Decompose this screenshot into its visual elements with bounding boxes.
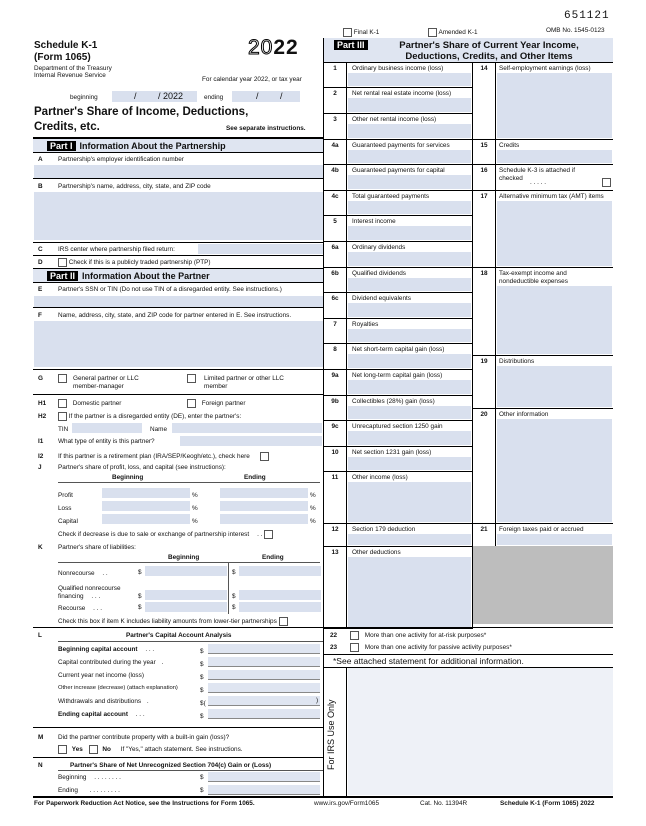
box-7-number: 7 [333, 321, 337, 328]
box-18-number: 18 [480, 270, 488, 277]
box-6a-label: Ordinary dividends [352, 244, 406, 251]
de-tin-field[interactable] [72, 423, 142, 433]
box-8-field[interactable] [348, 354, 471, 368]
ptp-label: Check if this is a publicly traded partnership (PTP) [68, 259, 211, 267]
box-8-number: 8 [333, 346, 337, 353]
box-7-label: Royalties [352, 321, 379, 328]
box-4a-label: Guaranteed payments for services [352, 142, 450, 149]
box-11-number: 11 [331, 474, 339, 481]
box-5-label: Interest income [352, 218, 396, 225]
schedule-k3-checkbox[interactable] [602, 178, 611, 187]
box-4a-field[interactable] [348, 150, 471, 163]
ending-date-field[interactable] [232, 91, 300, 102]
box-9b-label: Collectibles (28%) gain (loss) [352, 398, 435, 405]
partner-ssn-field[interactable] [34, 296, 323, 307]
capital-contributed-label: Capital contributed during the year [58, 659, 156, 666]
share-profit-loss-label: Partner's share of profit, loss, and capital (see instructions): [58, 464, 226, 471]
at-risk-checkbox[interactable] [350, 631, 359, 640]
retirement-plan-label: If this partner is a retirement plan (IRA/SEP/Keogh/etc.), check here [58, 453, 250, 461]
box-4c-number: 4c [331, 193, 339, 200]
at-risk-label: More than one activity for at-risk purposes* [364, 632, 487, 640]
irs-use-only: For IRS Use Only [326, 699, 336, 770]
box-9c-label: Unrecaptured section 1250 gain [352, 423, 443, 430]
box-6c-label: Dividend equivalents [352, 295, 411, 302]
capital-ending-field[interactable] [220, 514, 308, 524]
part1-header: Part I Information About the Partnership [33, 139, 323, 152]
irs-center-label: IRS center where partnership filed return: [58, 246, 175, 253]
part2-header: Part II Information About the Partner [33, 269, 323, 282]
loss-ending-field[interactable] [220, 501, 308, 511]
box-4c-field[interactable] [348, 201, 471, 214]
amended-k1-checkbox[interactable] [428, 28, 437, 37]
box-1-field[interactable] [348, 73, 471, 86]
foreign-partner-checkbox[interactable] [187, 399, 196, 408]
partner-name-label: Name, address, city, state, and ZIP code for partner entered in E. See instructions. [58, 312, 292, 319]
dept-treasury: Department of the Treasury [34, 65, 112, 72]
box-12-label: Section 179 deduction [352, 526, 416, 533]
disregarded-entity-label: If the partner is a disregarded entity (DE), enter the partner's: [68, 413, 242, 421]
loss-beginning-field[interactable] [102, 501, 190, 511]
disregarded-entity-checkbox[interactable] [58, 412, 67, 421]
box-1-number: 1 [333, 65, 337, 72]
ending-label: ending [204, 94, 224, 101]
box-8-label: Net short-term capital gain (loss) [352, 346, 445, 353]
box-18-field[interactable] [497, 286, 612, 354]
irs-center-field[interactable] [198, 244, 323, 254]
nonrecourse-beginning-field[interactable] [145, 566, 227, 576]
nonrecourse-label: Nonrecourse [58, 570, 95, 577]
box-6b-number: 6b [331, 270, 339, 277]
box-4b-number: 4b [331, 167, 339, 174]
current-year-income-field[interactable] [208, 670, 320, 680]
final-k1-label: Final K-1 [353, 29, 380, 37]
de-name-field[interactable] [172, 423, 322, 433]
box-3-number: 3 [333, 116, 337, 123]
box-13-field[interactable] [348, 557, 471, 627]
box-9a-label: Net long-term capital gain (loss) [352, 372, 443, 379]
box-21-number: 21 [480, 526, 488, 533]
ptp-checkbox[interactable] [58, 258, 67, 267]
recourse-beginning-field[interactable] [145, 602, 227, 612]
box-6c-number: 6c [331, 295, 339, 302]
box-4a-number: 4a [331, 142, 339, 149]
tin-label: TIN [58, 426, 69, 433]
partner-ssn-label: Partner's SSN or TIN (Do not use TIN of a disregarded entity. See instructions.) [58, 286, 282, 293]
builtin-gain-no-checkbox[interactable] [89, 745, 98, 754]
retirement-plan-checkbox[interactable] [260, 452, 269, 461]
box-14-number: 14 [480, 65, 488, 72]
passive-activity-label: More than one activity for passive activity purposes* [364, 644, 512, 652]
general-partner-label: General partner or LLC [73, 375, 139, 382]
final-k1-checkbox[interactable] [343, 28, 352, 37]
entity-type-field[interactable] [180, 436, 322, 446]
partnership-ein-label: Partnership's employer identification number [58, 156, 184, 163]
passive-activity-checkbox[interactable] [350, 643, 359, 652]
form-title-line1: Partner's Share of Income, Deductions, [34, 106, 249, 118]
box-21-field[interactable] [497, 534, 612, 545]
box-10-field[interactable] [348, 457, 471, 470]
limited-partner-checkbox[interactable] [187, 374, 196, 383]
box-5-field[interactable] [348, 226, 471, 240]
box-9b-field[interactable] [348, 406, 471, 419]
box-16-label: Schedule K-3 is attached if [499, 167, 576, 174]
beginning-capital-label: Beginning capital account [58, 646, 138, 653]
capital-label: Capital [58, 518, 78, 525]
box-9c-field[interactable] [348, 431, 471, 445]
nonrecourse-ending-field[interactable] [239, 566, 321, 576]
box-16-label-2: checked [499, 175, 523, 182]
capital-beginning-field[interactable] [102, 514, 190, 524]
calendar-year-label: For calendar year 2022, or tax year [202, 76, 302, 83]
shaded-area [472, 546, 613, 624]
share-liabilities-label: Partner's share of liabilities: [58, 544, 136, 551]
see-separate-instructions: See separate instructions. [226, 125, 306, 132]
form-title-line2: Credits, etc. [34, 121, 100, 133]
capital-account-title: Partner's Capital Account Analysis [126, 632, 232, 639]
footer-url[interactable]: www.irs.gov/Form1065 [314, 800, 379, 807]
builtin-gain-yes-checkbox[interactable] [58, 745, 67, 754]
beginning-date-field[interactable] [112, 91, 197, 102]
irs-use-area [348, 668, 613, 795]
box-17-number: 17 [480, 193, 488, 200]
box-9b-number: 9b [331, 398, 339, 405]
box-16-number: 16 [480, 167, 488, 174]
box-12-field[interactable] [348, 534, 471, 545]
domestic-partner-label: Domestic partner [72, 400, 122, 408]
name-label: Name [150, 426, 168, 433]
partnership-ein-field[interactable] [34, 165, 323, 178]
box-15-number: 15 [480, 142, 488, 149]
box-9c-number: 9c [331, 423, 339, 430]
box-7-field[interactable] [348, 329, 471, 342]
recourse-ending-field[interactable] [239, 602, 321, 612]
box-3-field[interactable] [348, 124, 471, 138]
box-2-number: 2 [333, 90, 337, 97]
other-increase-label: Other increase (decrease) (attach explanation) [58, 685, 178, 691]
box-20-label: Other information [499, 411, 549, 418]
box-9a-field[interactable] [348, 380, 471, 394]
box-10-number: 10 [331, 449, 339, 456]
box-10-label: Net section 1231 gain (loss) [352, 449, 432, 456]
recourse-label: Recourse [58, 605, 86, 612]
footer-cat-no: Cat. No. 11394R [420, 800, 468, 807]
ending-capital-label: Ending capital account [58, 711, 128, 718]
box-6b-field[interactable] [348, 278, 471, 291]
box-1-label: Ordinary business income (loss) [352, 65, 444, 72]
box-6a-number: 6a [331, 244, 339, 251]
box-20-field[interactable] [497, 419, 612, 522]
box-18-label-2: nondeductible expenses [499, 278, 568, 285]
box-2-label: Net rental real estate income (loss) [352, 90, 452, 97]
box-19-label: Distributions [499, 358, 535, 365]
box-18-label: Tax-exempt income and [499, 270, 567, 277]
profit-ending-field[interactable] [220, 488, 308, 498]
withdrawals-label: Withdrawals and distributions [58, 698, 142, 705]
withdrawals-field[interactable] [208, 696, 320, 706]
capital-contributed-field[interactable] [208, 657, 320, 667]
box-21-label: Foreign taxes paid or accrued [499, 526, 584, 533]
ending-capital-field[interactable] [208, 709, 320, 719]
domestic-partner-checkbox[interactable] [58, 399, 67, 408]
profit-label: Profit [58, 492, 73, 499]
box-14-label: Self-employment earnings (loss) [499, 65, 591, 72]
lower-tier-checkbox[interactable] [279, 617, 288, 626]
profit-beginning-field[interactable] [102, 488, 190, 498]
qnr-beginning-field[interactable] [145, 590, 227, 600]
barcode-number: 651121 [564, 10, 610, 22]
partnership-name-label: Partnership's name, address, city, state, and ZIP code [58, 183, 211, 190]
tax-year: 2022 [248, 36, 299, 59]
builtin-gain-question: Did the partner contribute property with a built-in gain (loss)? [58, 734, 230, 741]
box-4c-label: Total guaranteed payments [352, 193, 430, 200]
other-increase-field[interactable] [208, 683, 320, 693]
box-9a-number: 9a [331, 372, 339, 379]
current-year-income-label: Current year net income (loss) [58, 672, 144, 679]
footer-paperwork: For Paperwork Reduction Act Notice, see the Instructions for Form 1065. [34, 800, 255, 807]
general-partner-checkbox[interactable] [58, 374, 67, 383]
partner-name-address-field[interactable] [34, 321, 323, 367]
beginning-label: beginning [70, 94, 98, 101]
box-4b-label: Guaranteed payments for capital [352, 167, 445, 174]
entity-type-label: What type of entity is this partner? [58, 438, 155, 445]
704c-beginning-field[interactable] [208, 772, 320, 782]
beginning-capital-field[interactable] [208, 644, 320, 654]
limited-partner-label: Limited partner or other LLC [204, 375, 284, 382]
box-2-field[interactable] [348, 98, 471, 112]
footer-form-id: Schedule K-1 (Form 1065) 2022 [500, 800, 595, 807]
box-17-label: Alternative minimum tax (AMT) items [499, 193, 604, 200]
box-17-field[interactable] [497, 201, 612, 266]
decrease-sale-label: Check if decrease is due to sale or exchange of partnership interest [58, 531, 250, 539]
foreign-partner-label: Foreign partner [201, 400, 246, 408]
section704c-title: Partner's Share of Net Unrecognized Section 704(c) Gain or (Loss) [70, 762, 272, 769]
box-19-number: 19 [480, 358, 488, 365]
box-15-field[interactable] [497, 150, 612, 163]
704c-ending-field[interactable] [208, 785, 320, 795]
704c-ending-label: Ending [58, 787, 78, 794]
irs-label: Internal Revenue Service [34, 72, 106, 79]
decrease-sale-checkbox[interactable] [264, 530, 273, 539]
partnership-name-address-field[interactable] [34, 192, 323, 240]
omb-number: OMB No. 1545-0123 [546, 27, 605, 34]
amended-k1-label: Amended K-1 [438, 29, 478, 37]
box-6c-field[interactable] [348, 303, 471, 317]
qualified-nonrecourse-label: Qualified nonrecourse [58, 585, 121, 592]
box-11-label: Other income (loss) [352, 474, 408, 481]
box-6b-label: Qualified dividends [352, 270, 406, 277]
lower-tier-label: Check this box if item K includes liability amounts from lower-tier partnerships [58, 618, 277, 626]
form-number: (Form 1065) [34, 52, 91, 63]
box-13-number: 13 [331, 549, 339, 556]
box-11-field[interactable] [348, 482, 471, 522]
box-12-number: 12 [331, 526, 339, 533]
box-13-label: Other deductions [352, 549, 401, 556]
schedule-title: Schedule K-1 [34, 40, 98, 51]
part3-header: Part III Partner's Share of Current Year Income, Deductions, Credits, and Other Items [324, 38, 613, 62]
box-3-label: Other net rental income (loss) [352, 116, 437, 123]
box-6a-field[interactable] [348, 252, 471, 266]
box-20-number: 20 [480, 411, 488, 418]
box-14-field[interactable] [497, 73, 612, 138]
704c-beginning-label: Beginning [58, 774, 87, 781]
box-15-label: Credits [499, 142, 520, 149]
attached-statement-note: *See attached statement for additional information. [333, 656, 524, 666]
box-5-number: 5 [333, 218, 337, 225]
box-19-field[interactable] [497, 366, 612, 407]
loss-label: Loss [58, 505, 72, 512]
qnr-ending-field[interactable] [239, 590, 321, 600]
box-4b-field[interactable] [348, 175, 471, 189]
